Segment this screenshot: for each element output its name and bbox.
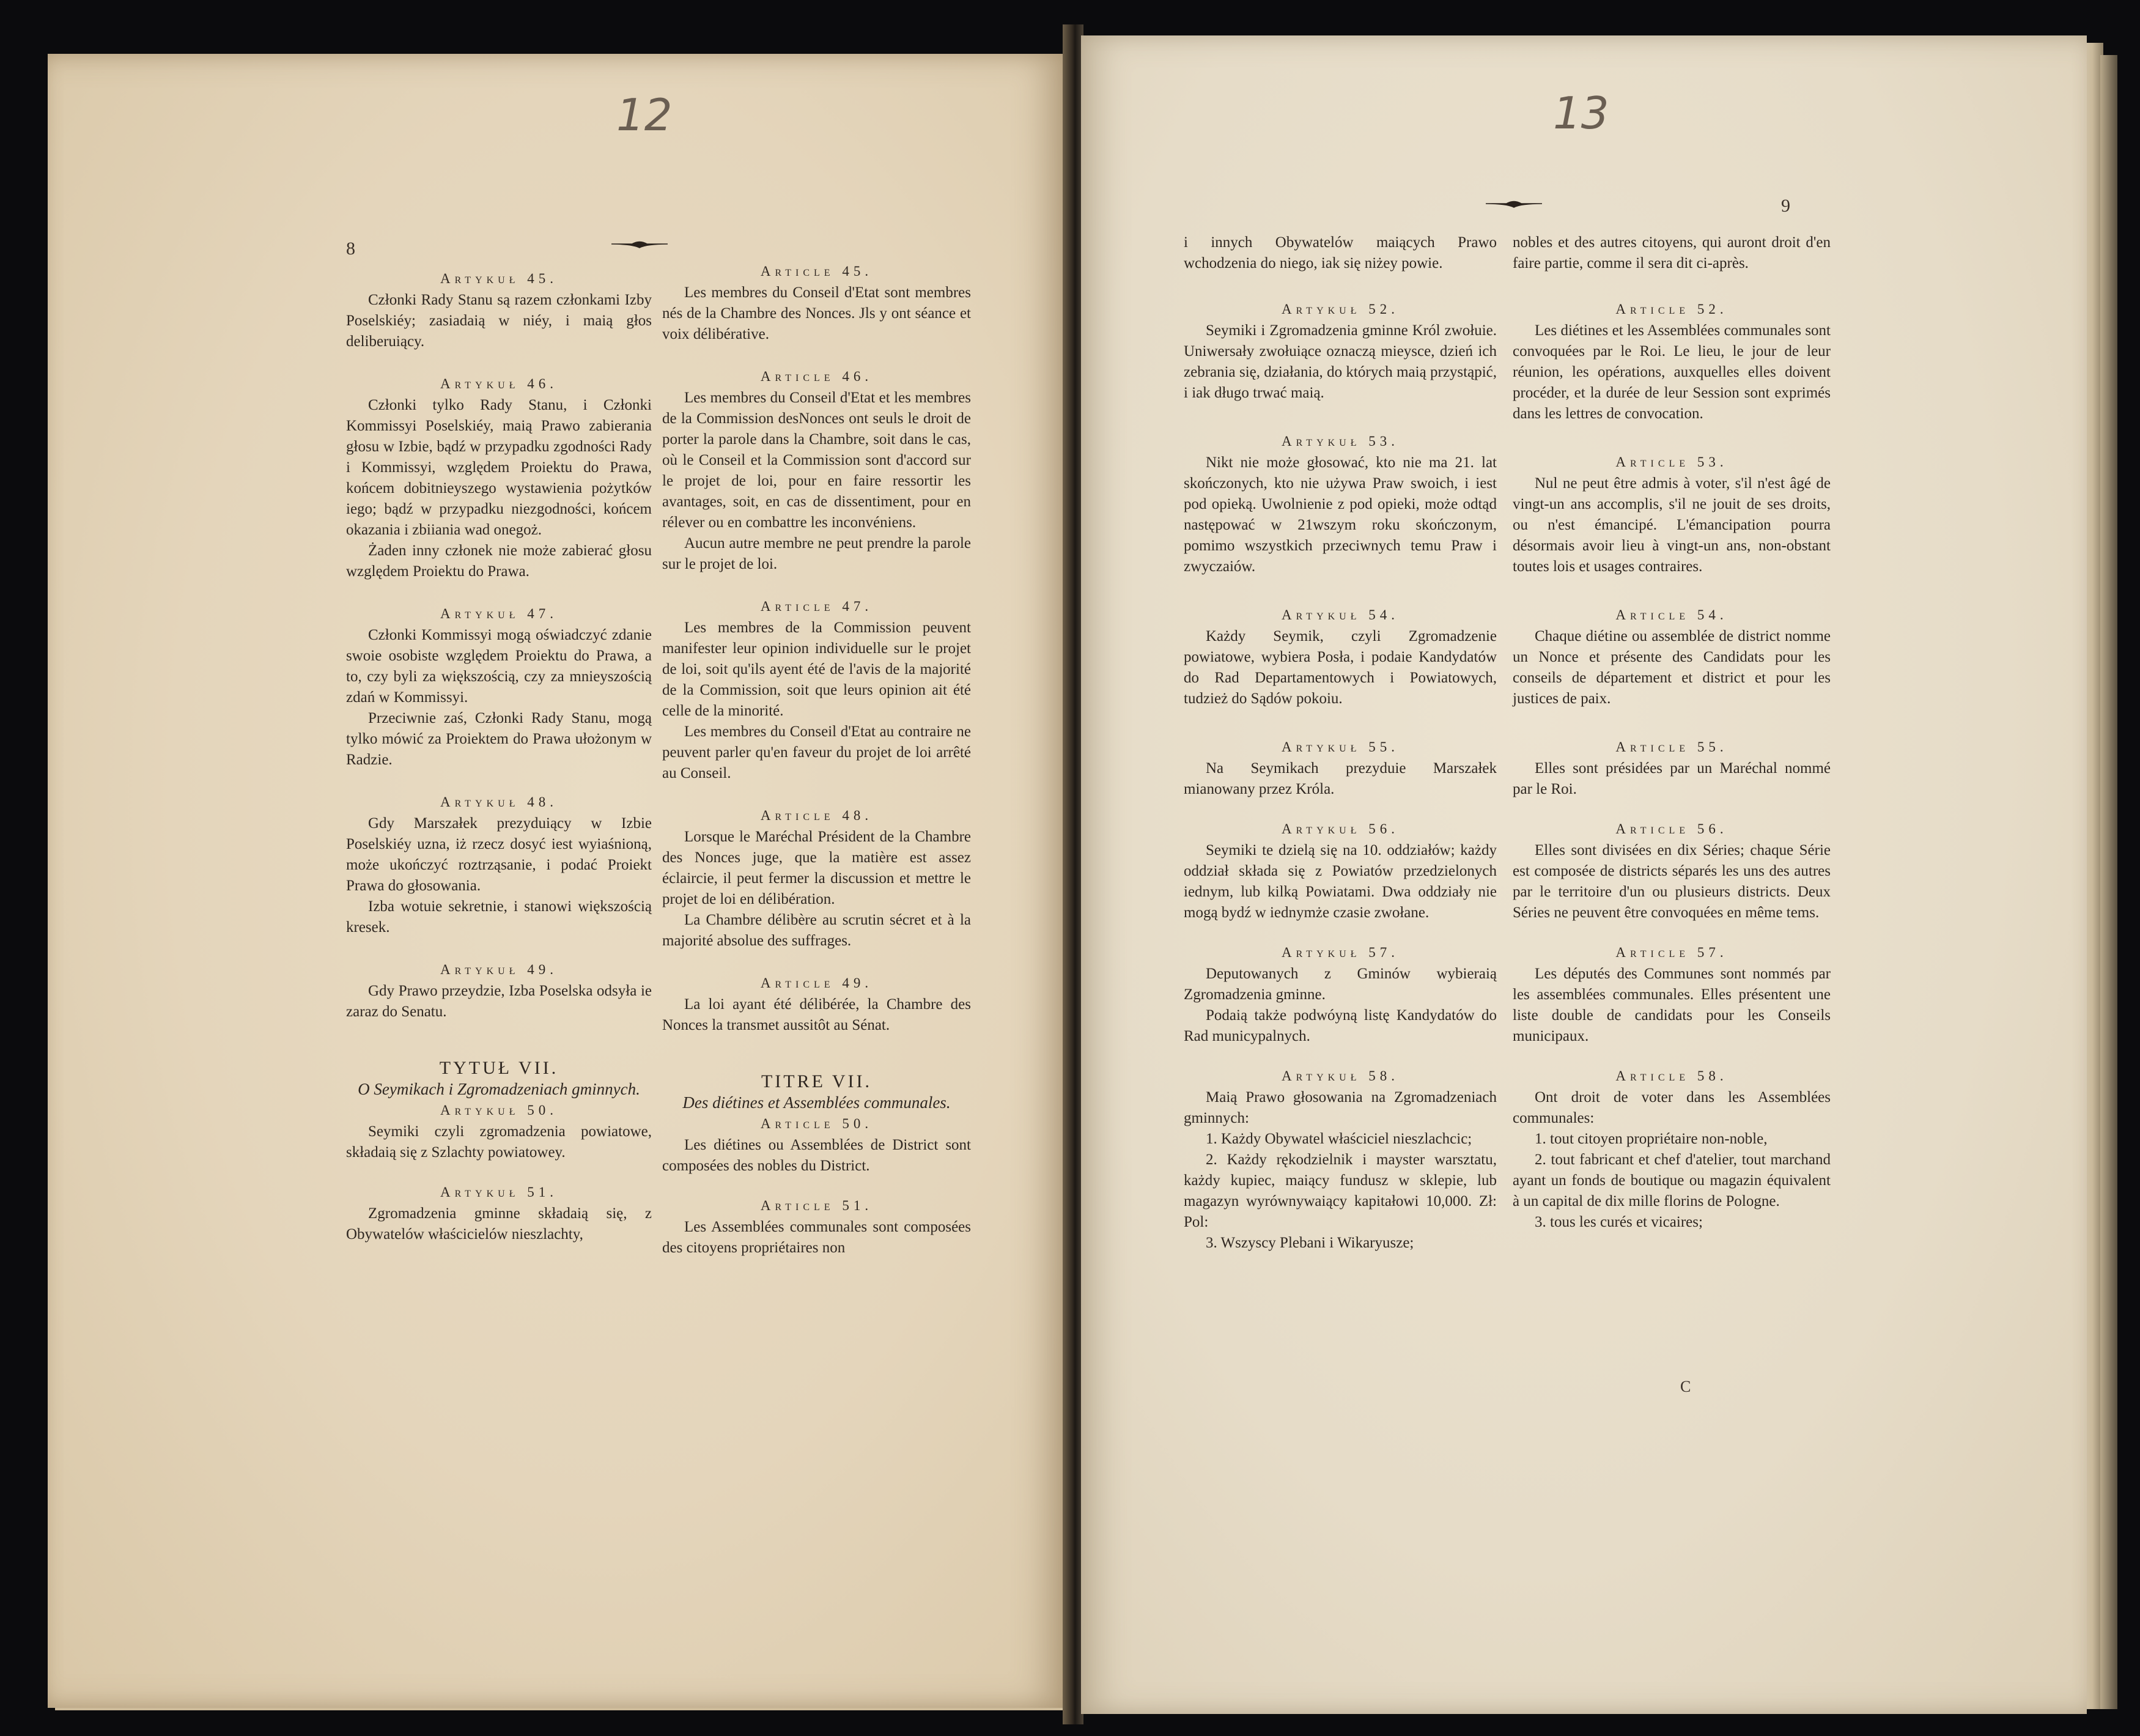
page-edges-shadow bbox=[2100, 55, 2117, 1709]
french-column-left bbox=[662, 260, 971, 1258]
article-a45 bbox=[662, 260, 971, 345]
article-a55 bbox=[1184, 736, 1497, 800]
article-heading: Artykuł 53. bbox=[1281, 434, 1400, 449]
article-heading: Article 55. bbox=[1615, 739, 1728, 755]
article-paragraph: i innych Obywatelów maiących Prawo wchodzenia do niego, iak się niżey powie. bbox=[1184, 234, 1497, 271]
article-a52 bbox=[1184, 298, 1497, 404]
article-paragraph: Les membres du Conseil d'Etat sont membres nés de la Chambre des Nonces. Jls y ont séance et voix délibérative. bbox=[662, 284, 971, 342]
article-paragraph: Les membres du Conseil d'Etat et les membres de la Commission desNonces ont seuls le droit de porter la parole dans la Chambre, soit dans le cas, où le Conseil et la Commission sont d'accord sur le projet de loi, pour en faire ressortir les avantages, soit, en cas de dissentiment, pour en rélever ou en combattre les inconvéniens. bbox=[662, 390, 971, 531]
article-heading: Article 45. bbox=[760, 264, 873, 279]
french-column-right bbox=[1513, 232, 1831, 1233]
article-paragraph: Członki tylko Rady Stanu, i Członki Kommissyi Poselskiéy, maią Prawo zabierania głosu w Izbie, bądź w przypadku zgodności Rady i Kommissyi, względem Proiektu do Prawa, końcem dobitnieyszego wystawienia pożytków iego; bądź w przypadku niezgodności, końcem okazania i zbiiania wad onegoż. bbox=[346, 397, 652, 538]
article-a53 bbox=[1184, 430, 1497, 577]
article-a56 bbox=[1184, 818, 1497, 923]
article-a45 bbox=[346, 268, 652, 352]
article-paragraph: Nul ne peut être admis à voter, s'il n'est âgé de vingt-un ans accomplis, s'il ne jouit de ses droits, ou n'est émancipé. L'émancipation pourra désormais avoir lieu à vingt-un ans, non-obstant toutes lois et usages contraires. bbox=[1513, 475, 1831, 575]
article-heading: Article 51. bbox=[760, 1198, 873, 1213]
article-heading: Article 49. bbox=[760, 975, 873, 991]
article-a49 bbox=[346, 959, 652, 1022]
article-paragraph: Przeciwnie zaś, Członki Rady Stanu, mogą tylko mówić za Proiektem do Prawa ułożonym w Radzie. bbox=[346, 710, 652, 768]
article-a46 bbox=[346, 373, 652, 582]
article-paragraph: Podaią także podwóyną listę Kandydatów do Rad municypalnych. bbox=[1184, 1007, 1497, 1044]
article-paragraph: Nikt nie może głosować, kto nie ma 21. lat skończonych, kto nie używa Praw swoich, i iest pod opieką. Uwolnienie z pod opieki, może odtąd następować w 21wszym roku skończonym, pomimo wszystkich przeciwnych temu Praw i zwyczaiów. bbox=[1184, 454, 1497, 575]
article-heading: Artykuł 55. bbox=[1281, 739, 1400, 755]
article-a46 bbox=[662, 366, 971, 575]
article-heading: Artykuł 54. bbox=[1281, 607, 1400, 622]
article-paragraph: nobles et des autres citoyens, qui auront droit d'en faire partie, comme il sera dit ci-après. bbox=[1513, 234, 1831, 271]
article-heading: Artykuł 52. bbox=[1281, 301, 1400, 317]
article-paragraph: Elles sont présidées par un Maréchal nommé par le Roi. bbox=[1513, 760, 1831, 797]
article-a50 bbox=[346, 1099, 652, 1163]
pencil-page-number-right: 13 bbox=[1553, 87, 1609, 139]
article-heading: Artykuł 56. bbox=[1281, 821, 1400, 837]
article-paragraph: Seymiki te dzielą się na 10. oddziałów; każdy oddział składa się z Powiatów przedzielonych iednym, lub kilką Powiatami. Dwa oddziały nie mogą bydź w iednymże czasie zwołane. bbox=[1184, 842, 1497, 921]
article-paragraph: Lorsque le Maréchal Président de la Chambre des Nonces juge, que la matière est assez éclaircie, il peut fermer la discussion et mettre le projet de loi en délibération. bbox=[662, 829, 971, 907]
title-heading: TYTUŁ VII. bbox=[439, 1058, 559, 1078]
article-paragraph: Członki Rady Stanu są razem członkami Izby Poselskiéy; zasiadaią w niéy, i maią głos deliberuiący. bbox=[346, 292, 652, 350]
article-heading: Article 57. bbox=[1615, 945, 1728, 960]
article-a51 bbox=[346, 1181, 652, 1245]
article-heading: Article 50. bbox=[760, 1116, 873, 1131]
article-a55 bbox=[1513, 736, 1831, 800]
article-a57 bbox=[1513, 942, 1831, 1047]
article-paragraph: Deputowanych z Gminów wybieraią Zgromadzenia gminne. bbox=[1184, 966, 1497, 1003]
folio-right: 9 bbox=[1781, 196, 1790, 216]
article-heading: Artykuł 45. bbox=[440, 271, 558, 286]
article-heading: Article 53. bbox=[1615, 454, 1728, 470]
article-paragraph: Każdy Seymik, czyli Zgromadzenie powiatowe, wybiera Posła, i podaie Kandydatów do Rad Departamentowych i Powiatowych, tudzież do Sądów pokoiu. bbox=[1184, 628, 1497, 707]
article-paragraph: 3. tous les curés et vicaires; bbox=[1535, 1214, 1703, 1230]
article-heading: Artykuł 51. bbox=[440, 1184, 558, 1200]
article-heading: Artykuł 47. bbox=[440, 606, 558, 621]
article-heading: Article 52. bbox=[1615, 301, 1728, 317]
title-subheading: Des diétines et Assemblées communales. bbox=[682, 1093, 951, 1112]
article-heading: Artykuł 57. bbox=[1281, 945, 1400, 960]
article-heading: Artykuł 50. bbox=[440, 1103, 558, 1118]
article-a50 bbox=[662, 1113, 971, 1176]
article-paragraph: Zgromadzenia gminne składaią się, z Obywatelów właścicielów nieszlachty, bbox=[346, 1205, 652, 1243]
polish-column-right bbox=[1184, 232, 1497, 1254]
article-paragraph: Les Assemblées communales sont composées des citoyens propriétaires non bbox=[662, 1219, 971, 1256]
article-paragraph: Ont droit de voter dans les Assemblées communales: bbox=[1513, 1089, 1831, 1126]
article-paragraph: Les membres de la Commission peuvent manifester leur opinion individuelle sur le projet de loi, soit qu'ils ayent été de l'avis de la majorité de la Commission, soit que leurs opinion ait été celle de la minorité. bbox=[662, 619, 971, 719]
title-subheading: O Seymikach i Zgromadzeniach gminnych. bbox=[358, 1080, 640, 1098]
ornament-rule-left bbox=[611, 240, 668, 248]
article-t7 bbox=[346, 1058, 652, 1099]
article-paragraph: Les diétines ou Assemblées de District sont composées des nobles du District. bbox=[662, 1137, 971, 1174]
article-a47 bbox=[662, 596, 971, 784]
article-paragraph: La Chambre délibère au scrutin sécret et à la majorité absolue des suffrages. bbox=[662, 912, 971, 949]
pencil-page-number-left: 12 bbox=[616, 89, 673, 141]
article-cont bbox=[1513, 232, 1831, 274]
article-paragraph: Aucun autre membre ne peut prendre la parole sur le projet de loi. bbox=[662, 535, 971, 572]
article-t7 bbox=[662, 1071, 971, 1113]
article-cont bbox=[1184, 232, 1497, 274]
article-heading: Artykuł 58. bbox=[1281, 1068, 1400, 1084]
polish-column-left bbox=[346, 268, 652, 1245]
article-paragraph: Gdy Prawo przeydzie, Izba Poselska odsyła ie zaraz do Senatu. bbox=[346, 983, 652, 1020]
article-paragraph: 2. Każdy rękodzielnik i mayster warsztatu, każdy kupiec, maiący fundusz w sklepie, lub magazyn wyrównywaiący kapitałowi 10,000. Zł: Pol: bbox=[1184, 1151, 1497, 1230]
article-paragraph: 3. Wszyscy Plebani i Wikaryusze; bbox=[1206, 1235, 1414, 1251]
article-heading: Artykuł 46. bbox=[440, 376, 558, 391]
article-a58 bbox=[1513, 1065, 1831, 1233]
article-heading: Article 46. bbox=[760, 369, 873, 384]
article-heading: Article 56. bbox=[1615, 821, 1728, 837]
article-a57 bbox=[1184, 942, 1497, 1047]
article-a54 bbox=[1513, 604, 1831, 709]
right-page bbox=[1081, 35, 2087, 1714]
ornament-rule-right bbox=[1486, 199, 1542, 208]
article-a51 bbox=[662, 1195, 971, 1258]
left-page bbox=[48, 54, 1063, 1708]
article-paragraph: Seymiki i Zgromadzenia gminne Król zwołuie. Uniwersały zwołuiące oznaczą mieysce, dzień ich zebrania się, działania, do których maią przystąpić, i iak długo trwać maią. bbox=[1184, 322, 1497, 401]
article-heading: Article 58. bbox=[1615, 1068, 1728, 1084]
folio-left: 8 bbox=[346, 238, 355, 259]
article-paragraph: Maią Prawo głosowania na Zgromadzeniach gminnych: bbox=[1184, 1089, 1497, 1126]
article-a56 bbox=[1513, 818, 1831, 923]
article-paragraph: Na Seymikach prezyduie Marszałek mianowany przez Króla. bbox=[1184, 760, 1497, 797]
article-heading: Article 54. bbox=[1615, 607, 1728, 622]
article-a52 bbox=[1513, 298, 1831, 424]
article-paragraph: Seymiki czyli zgromadzenia powiatowe, składaią się z Szlachty powiatowey. bbox=[346, 1123, 652, 1161]
article-paragraph: La loi ayant été délibérée, la Chambre des Nonces la transmet aussitôt au Sénat. bbox=[662, 996, 971, 1033]
article-a54 bbox=[1184, 604, 1497, 709]
article-paragraph: Izba wotuie sekretnie, i stanowi większością kresek. bbox=[346, 898, 652, 936]
article-paragraph: Les diétines et les Assemblées communales sont convoquées par le Roi. Le lieu, le jour de leur réunion, les opérations, auxquelles elles doivent procéder, et la durée de leur Session sont exprimés dans les lettres de convocation. bbox=[1513, 322, 1831, 422]
signature-mark: C bbox=[1680, 1378, 1691, 1395]
article-a48 bbox=[662, 805, 971, 951]
article-paragraph: Gdy Marszałek prezyduiący w Izbie Poselskiéy uzna, iż rzecz dosyć iest wyiaśnioną, może ukończyć roztrząsanie, i podać Proiekt Prawa do głosowania. bbox=[346, 815, 652, 894]
article-paragraph: 1. Każdy Obywatel właściciel nieszlachcic; bbox=[1206, 1131, 1472, 1147]
article-paragraph: Les membres du Conseil d'Etat au contraire ne peuvent parler qu'en faveur du projet de loi arrêté au Conseil. bbox=[662, 723, 971, 781]
article-heading: Article 48. bbox=[760, 808, 873, 823]
article-heading: Artykuł 49. bbox=[440, 962, 558, 977]
article-a47 bbox=[346, 603, 652, 770]
article-paragraph: Chaque diétine ou assemblée de district nomme un Nonce et présente des Candidats pour les conseils de département et district et pour les justices de paix. bbox=[1513, 628, 1831, 707]
article-paragraph: Członki Kommissyi mogą oświadczyć zdanie swoie osobiste względem Proiektu do Prawa, a to, czy byli za większością, czy za mnieyszością zdań w Kommissyi. bbox=[346, 627, 652, 706]
article-paragraph: Les députés des Communes sont nommés par les assemblées communales. Elles présentent une liste double de candidats pour les Conseils municipaux. bbox=[1513, 966, 1831, 1044]
article-heading: Article 47. bbox=[760, 599, 873, 614]
article-paragraph: Elles sont divisées en dix Séries; chaque Série est composée de districts séparés les uns des autres par le territoire d'un ou plusieurs districts. Deux Séries ne peuvent être convoquées en même tems. bbox=[1513, 842, 1831, 921]
title-heading: TITRE VII. bbox=[761, 1071, 873, 1091]
article-a58 bbox=[1184, 1065, 1497, 1254]
article-heading: Artykuł 48. bbox=[440, 794, 558, 810]
article-a53 bbox=[1513, 451, 1831, 577]
article-paragraph: 1. tout citoyen propriétaire non-noble, bbox=[1535, 1131, 1768, 1147]
article-a48 bbox=[346, 791, 652, 938]
article-a49 bbox=[662, 972, 971, 1036]
book-gutter bbox=[1063, 24, 1083, 1724]
article-paragraph: 2. tout fabricant et chef d'atelier, tout marchand ayant un fonds de boutique ou magazin équivalent à un capital de dix mille florins de Pologne. bbox=[1513, 1151, 1831, 1210]
article-paragraph: Żaden inny członek nie może zabierać głosu względem Proiektu do Prawa. bbox=[346, 542, 652, 580]
